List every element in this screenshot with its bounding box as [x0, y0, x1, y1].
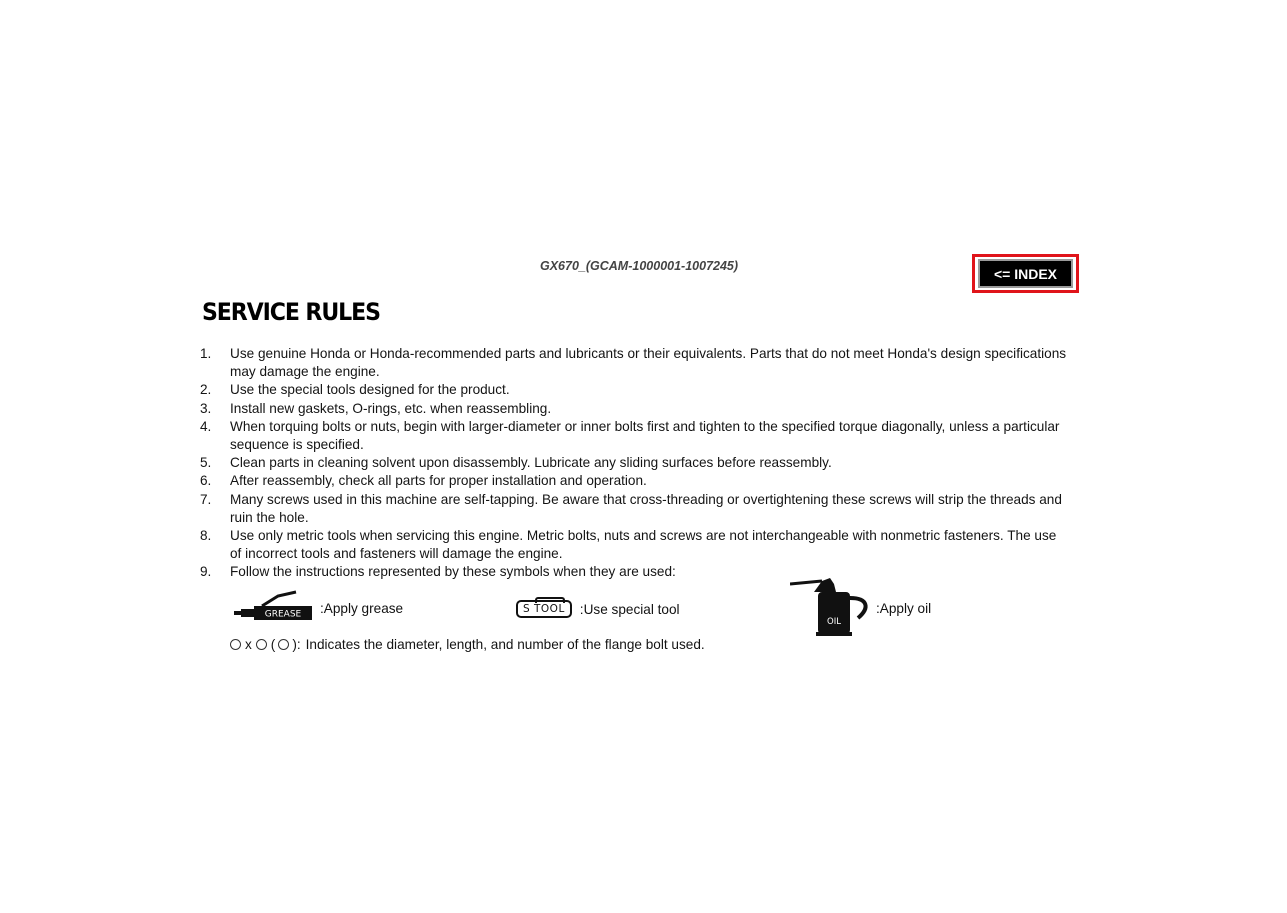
rule-number: 2. [200, 382, 212, 398]
special-tool-label: :Use special tool [579, 601, 680, 617]
rule-item [200, 381, 1070, 399]
rule-text: When torquing bolts or nuts, begin with larger-diameter or inner bolts first and tighten to the specified torque diagonally, unless a particular sequence is specified. [230, 418, 1060, 453]
rule-number: 4. [200, 418, 212, 434]
rule-item [200, 472, 1070, 490]
rule-text: After reassembly, check all parts for proper installation and operation. [230, 473, 647, 489]
grease-gun-icon [234, 590, 314, 626]
rule-number: 6. [200, 473, 212, 489]
rule-item [200, 491, 1070, 527]
flange-bolt-note [230, 637, 705, 652]
symbols-legend [234, 578, 974, 638]
special-tool-icon: S TOOL [516, 600, 572, 618]
rule-number: 8. [200, 528, 212, 544]
grease-label: :Apply grease [320, 600, 404, 616]
rule-number: 5. [200, 455, 212, 471]
rule-item [200, 527, 1070, 563]
length-circle-icon [256, 639, 267, 650]
rule-number: 1. [200, 346, 212, 361]
document-id: GX670_(GCAM-1000001-1007245) [540, 259, 739, 273]
times-sign: x [245, 637, 252, 652]
rules-list [200, 345, 1070, 582]
oil-icon-text: OIL [827, 617, 841, 627]
rule-text: Use genuine Honda or Honda-recommended parts and lubricants or their equivalents. Parts that do not meet Honda's design specifications may damage the engine. [230, 346, 1067, 380]
rule-text: Many screws used in this machine are self-tapping. Be aware that cross-threading or overtightening these screws will strip the threads and ruin the hole. [230, 491, 1062, 525]
rule-text: Use the special tools designed for the product. [230, 382, 510, 398]
oil-label: :Apply oil [876, 600, 932, 616]
page-title: SERVICE RULES [202, 298, 380, 326]
rule-number: 7. [200, 491, 212, 507]
rule-text: Use only metric tools when servicing this engine. Metric bolts, nuts and screws are not interchangeable with nonmetric fasteners. The use of incorrect tools and fasteners will damage the engine. [230, 528, 1057, 562]
index-button[interactable] [972, 254, 1079, 293]
diameter-circle-icon [230, 639, 241, 650]
rule-item [200, 345, 1070, 381]
index-button-label: <= INDEX [978, 259, 1073, 288]
oil-can-icon [790, 578, 870, 638]
rule-item [200, 400, 1070, 418]
close-paren: ): [292, 637, 301, 652]
oil-symbol [790, 578, 931, 638]
grease-symbol [234, 590, 403, 626]
number-circle-icon [278, 639, 289, 650]
rule-item [200, 418, 1070, 454]
rule-number: 9. [200, 564, 212, 580]
open-paren: ( [270, 637, 276, 652]
flange-bolt-note-text: Indicates the diameter, length, and number of the flange bolt used. [305, 637, 705, 652]
rule-text: Install new gaskets, O-rings, etc. when reassembling. [230, 400, 552, 416]
rule-item [200, 454, 1070, 472]
rule-text: Follow the instructions represented by these symbols when they are used: [230, 564, 676, 580]
rule-number: 3. [200, 400, 212, 416]
special-tool-symbol [516, 600, 680, 618]
rule-text: Clean parts in cleaning solvent upon disassembly. Lubricate any sliding surfaces before reassembly. [230, 455, 832, 471]
grease-icon-text: GREASE [264, 609, 302, 620]
